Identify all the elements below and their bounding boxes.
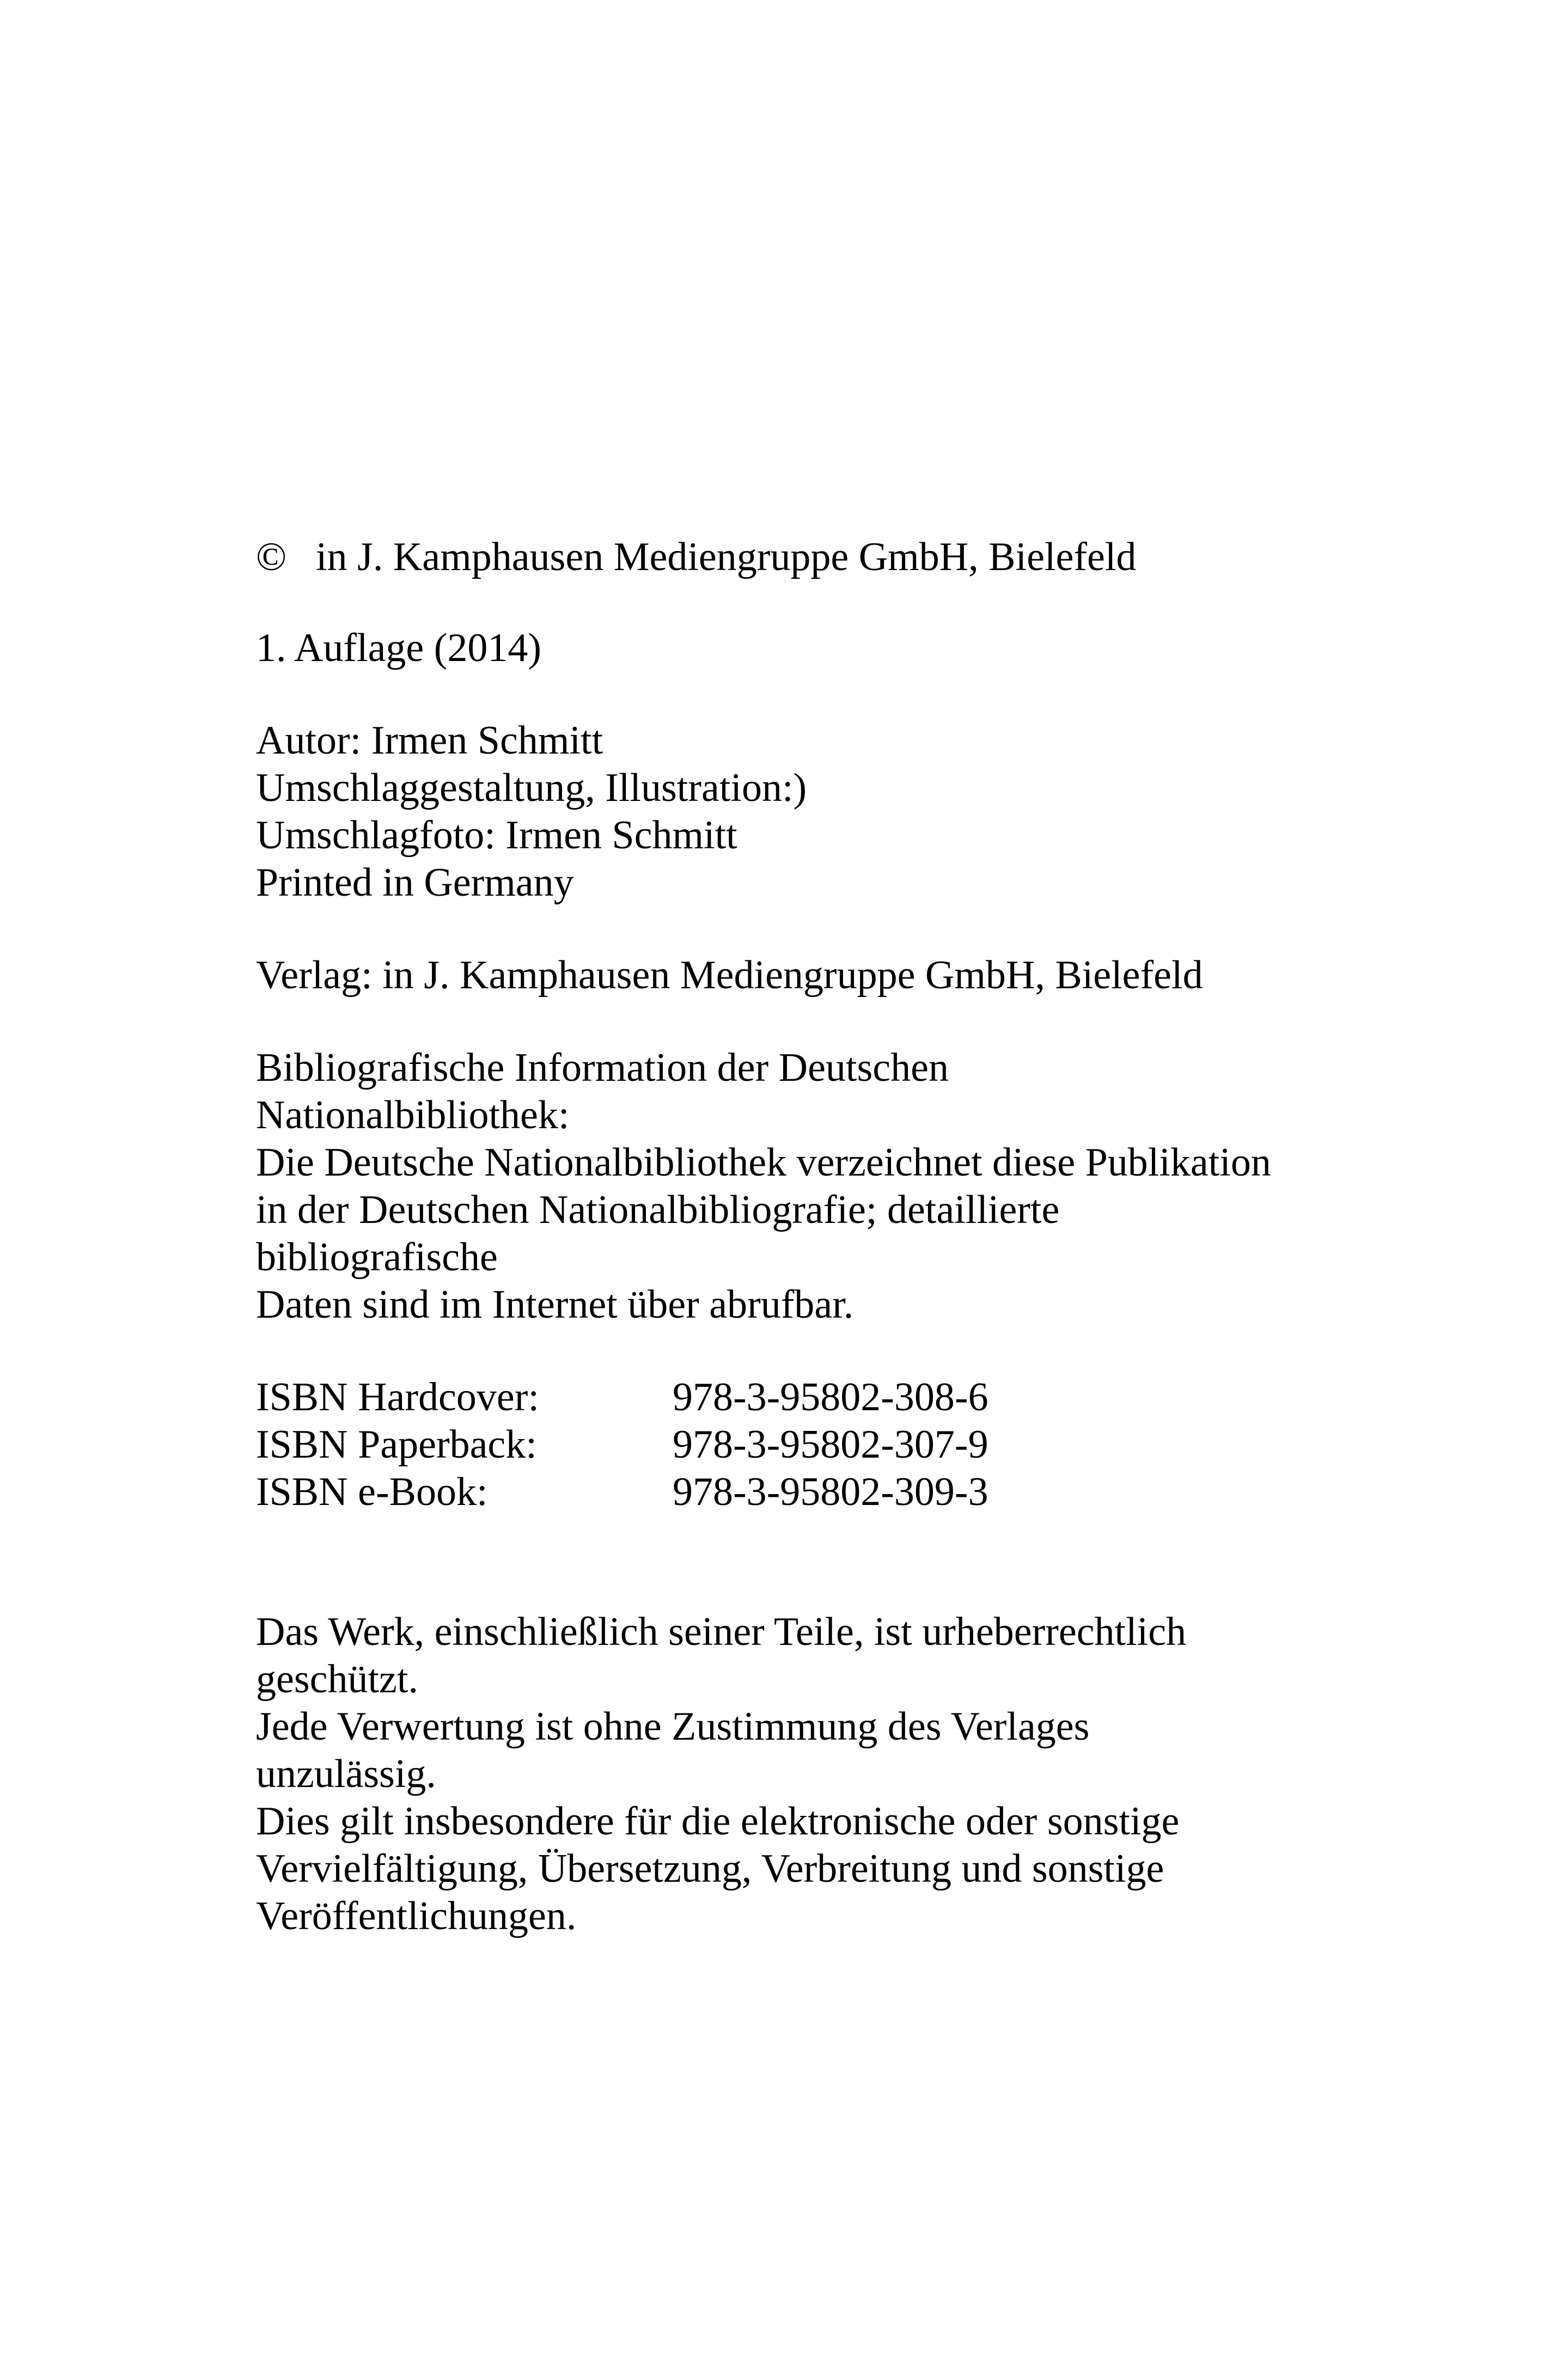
rights-line: Das Werk, einschließlich seiner Teile, ist urheberrechtlich <box>256 1610 1187 1654</box>
isbn-value: 978-3-95802-309-3 <box>673 1470 988 1514</box>
copyright-holder: in J. Kamphausen Mediengruppe GmbH, Bielefeld <box>316 535 1137 579</box>
bibliographic-block <box>256 1044 1345 1329</box>
publisher: Verlag: in J. Kamphausen Mediengruppe GmbH, Bielefeld <box>256 953 1203 998</box>
isbn-label: ISBN Paperback: <box>256 1422 537 1467</box>
copyright-symbol: © <box>256 535 287 579</box>
imprint-content <box>256 534 1345 1940</box>
rights-line: geschützt. <box>256 1657 418 1702</box>
edition: 1. Auflage (2014) <box>256 626 542 670</box>
rights-line: Vervielfältigung, Übersetzung, Verbreitung und sonstige <box>256 1846 1164 1891</box>
rights-line: Veröffentlichungen. <box>256 1894 577 1938</box>
isbn-block <box>256 1374 1345 1516</box>
credit-cover-photo: Umschlagfoto: Irmen Schmitt <box>256 813 737 858</box>
credits-block <box>256 717 1345 907</box>
isbn-row-hardcover <box>256 1374 1345 1421</box>
isbn-row-paperback <box>256 1421 1345 1469</box>
isbn-label: ISBN e-Book: <box>256 1470 488 1514</box>
rights-line: Jede Verwertung ist ohne Zustimmung des Verlages <box>256 1704 1090 1749</box>
isbn-value: 978-3-95802-307-9 <box>673 1422 988 1467</box>
isbn-row-ebook <box>256 1469 1345 1516</box>
credit-printed-in: Printed in Germany <box>256 860 574 905</box>
bibliographic-line: Bibliografische Information der Deutschen <box>256 1045 949 1090</box>
bibliographic-line: in der Deutschen Nationalbibliografie; detaillierte <box>256 1188 1060 1232</box>
isbn-label: ISBN Hardcover: <box>256 1375 539 1420</box>
bibliographic-line: bibliografische <box>256 1235 498 1280</box>
credit-cover-design: Umschlaggestaltung, Illustration:) <box>256 766 807 810</box>
credit-author: Autor: Irmen Schmitt <box>256 718 603 763</box>
isbn-value: 978-3-95802-308-6 <box>673 1375 988 1420</box>
rights-block <box>256 1608 1345 1940</box>
bibliographic-line: Daten sind im Internet über abrufbar. <box>256 1282 854 1327</box>
copyright-line <box>256 534 1345 581</box>
bibliographic-line: Nationalbibliothek: <box>256 1093 570 1137</box>
bibliographic-line: Die Deutsche Nationalbibliothek verzeichnet diese Publikation <box>256 1140 1271 1185</box>
rights-line: unzulässig. <box>256 1752 436 1796</box>
rights-line: Dies gilt insbesondere für die elektronische oder sonstige <box>256 1799 1180 1844</box>
